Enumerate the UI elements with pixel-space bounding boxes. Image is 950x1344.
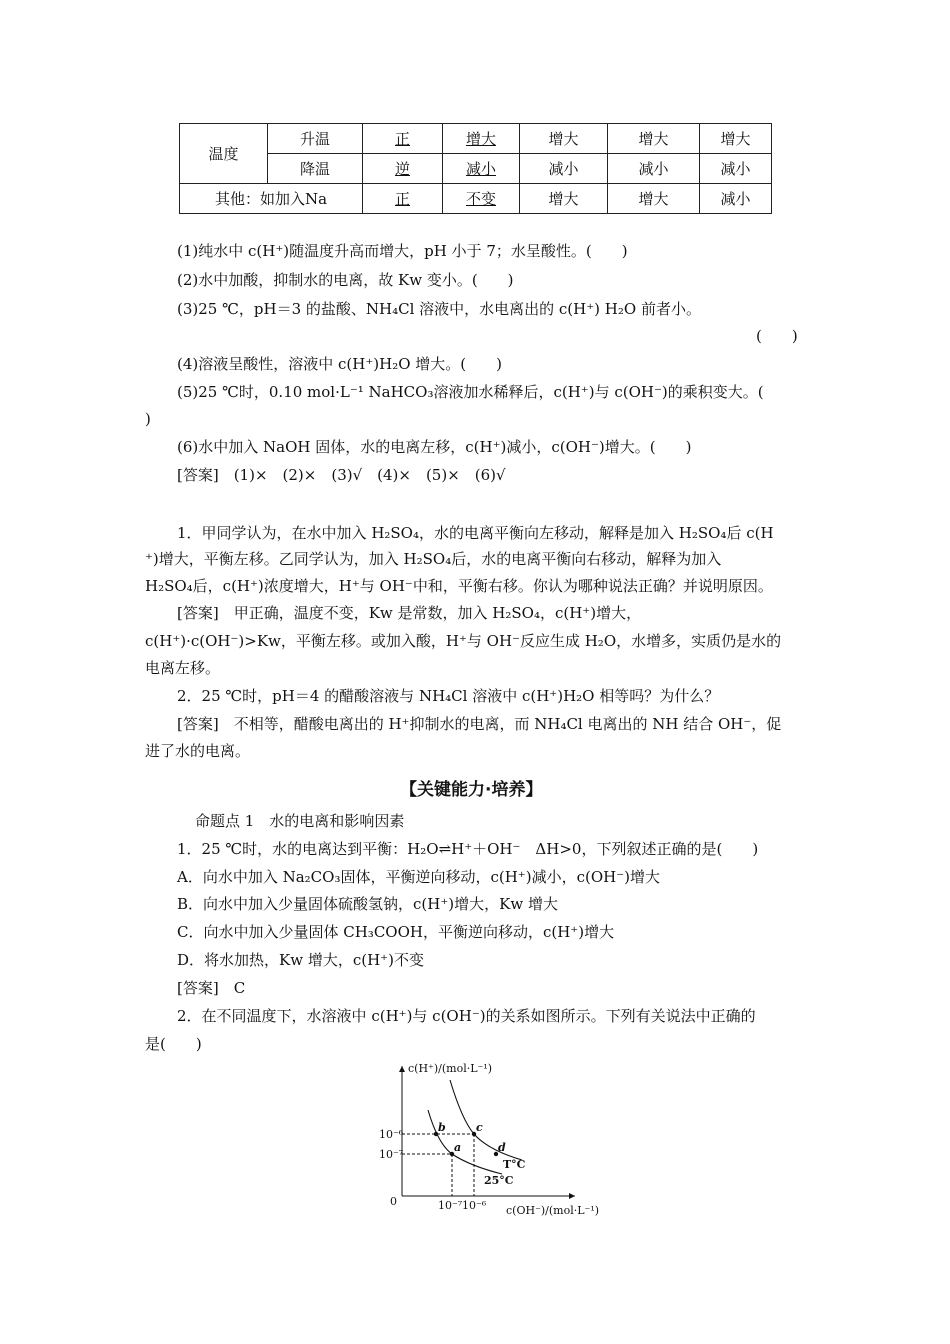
- table-row: [180, 184, 772, 214]
- y-axis-label: c(H⁺)/(mol·L⁻¹): [408, 1062, 493, 1075]
- table-cell: 增大: [443, 124, 520, 154]
- judge-item: (4)溶液呈酸性，溶液中 c(H⁺)H₂O 增大。( ): [177, 355, 502, 373]
- table-cell: 正: [363, 124, 443, 154]
- judge-item: (6)水中加入 NaOH 固体，水的电离左移，c(H⁺)减小，c(OH⁻)增大。( ): [177, 438, 692, 456]
- judge-item: (3)25 ℃，pH＝3 的盐酸、NH₄Cl 溶液中，水电离出的 c(H⁺) H₂O 前者小。: [177, 300, 701, 318]
- x-tick-label: 10⁻⁶: [462, 1199, 487, 1212]
- think-q1-line: ⁺)增大，平衡左移。乙同学认为，加入 H₂SO₄后，水的电离平衡向右移动，解释为加入: [145, 550, 722, 568]
- series-label-t: T°C: [503, 1158, 526, 1171]
- table-cell: 不变: [443, 184, 520, 214]
- question-2-line: 2．在不同温度下，水溶液中 c(H⁺)与 c(OH⁻)的关系如图所示。下列有关说法中正确的: [177, 1007, 756, 1025]
- answer-1: [答案] C: [177, 979, 246, 997]
- think-q1-line: H₂SO₄后，c(H⁺)浓度增大，H⁺与 OH⁻中和，平衡右移。你认为哪种说法正确？并说明原因。: [145, 577, 773, 595]
- table-row: [180, 154, 772, 184]
- question-1: 1．25 ℃时，水的电离达到平衡：H₂O⇌H⁺＋OH⁻ ΔH>0，下列叙述正确的是( ): [177, 840, 759, 858]
- table-cell: 增大: [608, 184, 700, 214]
- temp-label: 温度: [180, 124, 268, 184]
- table-cell: 逆: [363, 154, 443, 184]
- think-a1-line: 电离左移。: [145, 659, 221, 677]
- judge-item: (1)纯水中 c(H⁺)随温度升高而增大，pH 小于 7；水呈酸性。( ): [177, 242, 628, 260]
- judge-item: (5)25 ℃时，0.10 mol·L⁻¹ NaHCO₃溶液加水稀释后，c(H⁺)与 c(OH⁻)的乘积变大。(: [177, 383, 764, 401]
- judge-item-bracket: ( ): [756, 327, 798, 345]
- think-a1-line: [答案] 甲正确，温度不变，Kw 是常数，加入 H₂SO₄，c(H⁺)增大，: [177, 604, 642, 622]
- row-label: 降温: [268, 154, 363, 184]
- ionization-table: [179, 123, 772, 214]
- option-a: A．向水中加入 Na₂CO₃固体，平衡逆向移动，c(H⁺)减小，c(OH⁻)增大: [177, 868, 660, 886]
- row-label: 其他：如加入Na: [180, 184, 363, 214]
- table-cell: 正: [363, 184, 443, 214]
- option-b: B．向水中加入少量固体硫酸氢钠，c(H⁺)增大，Kw 增大: [177, 895, 558, 913]
- option-c: C．向水中加入少量固体 CH₃COOH，平衡逆向移动，c(H⁺)增大: [177, 923, 615, 941]
- origin-label: 0: [390, 1195, 397, 1208]
- table-cell: 减小: [520, 154, 608, 184]
- table-cell: 减小: [700, 154, 772, 184]
- y-tick-label: 10⁻⁷: [379, 1148, 404, 1161]
- point-label: d: [498, 1141, 506, 1154]
- think-a2-line: 进了水的电离。: [145, 742, 251, 760]
- ionization-chart: [370, 1058, 610, 1218]
- question-2-line: 是( ): [145, 1035, 202, 1053]
- table-cell: 减小: [608, 154, 700, 184]
- think-q1-line: 1．甲同学认为，在水中加入 H₂SO₄，水的电离平衡向左移动，解释是加入 H₂SO₄后 c(H: [177, 524, 774, 542]
- table-cell: 增大: [608, 124, 700, 154]
- table-cell: 减小: [700, 184, 772, 214]
- table-cell: 增大: [520, 124, 608, 154]
- table-row: [180, 124, 772, 154]
- judge-answer: [答案] (1)× (2)× (3)√ (4)× (5)× (6)√: [177, 466, 506, 484]
- point-label: b: [438, 1121, 446, 1134]
- proposition-point: 命题点 1 水的电离和影响因素: [195, 812, 405, 830]
- think-a1-line: c(H⁺)·c(OH⁻)>Kw，平衡左移。或加入酸，H⁺与 OH⁻反应生成 H₂O，水增多，实质仍是水的: [145, 632, 782, 650]
- row-label: 升温: [268, 124, 363, 154]
- point-label: c: [476, 1121, 483, 1134]
- think-q2: 2．25 ℃时，pH＝4 的醋酸溶液与 NH₄Cl 溶液中 c(H⁺)H₂O 相等吗？为什么？: [177, 687, 720, 705]
- y-tick-label: 10⁻⁶: [379, 1128, 404, 1141]
- series-label-25c: 25°C: [484, 1174, 514, 1187]
- table-cell: 减小: [443, 154, 520, 184]
- table-cell: 增大: [700, 124, 772, 154]
- x-tick-label: 10⁻⁷: [438, 1199, 463, 1212]
- think-a2-line: [答案] 不相等，醋酸电离出的 H⁺抑制水的电离，而 NH₄Cl 电离出的 NH 结合 OH⁻，促: [177, 715, 782, 733]
- table-cell: 增大: [520, 184, 608, 214]
- judge-item: (2)水中加酸，抑制水的电离，故 Kw 变小。( ): [177, 271, 514, 289]
- point-label: a: [454, 1141, 462, 1154]
- section-title: 【关键能力·培养】: [400, 780, 543, 800]
- option-d: D．将水加热，Kw 增大，c(H⁺)不变: [177, 951, 424, 969]
- judge-item-bracket: ): [145, 410, 151, 428]
- x-axis-label: c(OH⁻)/(mol·L⁻¹): [506, 1204, 600, 1217]
